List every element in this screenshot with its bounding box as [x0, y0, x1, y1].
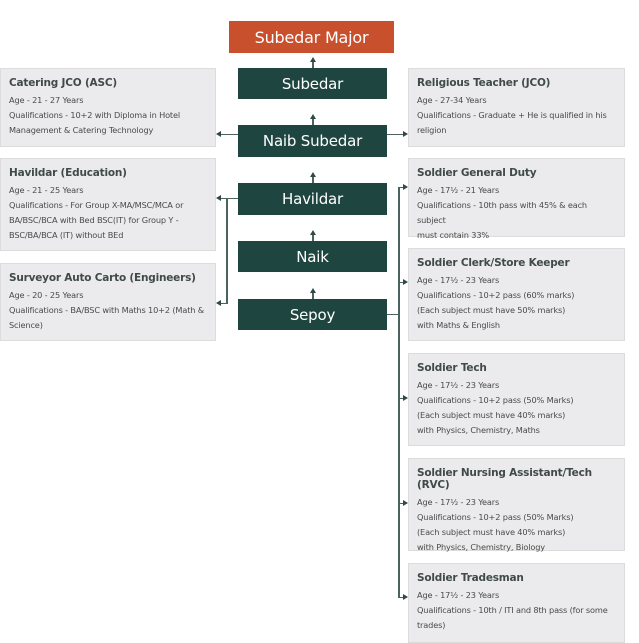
arrow-left-icon [216, 131, 221, 137]
card-qualification: must contain 33% [417, 230, 490, 240]
card-qualification: Qualifications - For Group X-MA/MSC/MCA or [9, 200, 184, 210]
card-qualification: (Each subject must have 40% marks) [417, 410, 566, 420]
card-title: Soldier General Duty [417, 167, 537, 179]
card-qualification: with Physics, Chemistry, Biology [417, 542, 545, 552]
connector-line [226, 198, 228, 304]
rank-subedar-major [229, 21, 394, 53]
card-qualification: Qualifications - 10th pass with 45% & each subject [417, 200, 587, 225]
card-soldier-tech [408, 353, 625, 446]
rank-label: Havildar [282, 190, 343, 208]
card-qualification: (Each subject must have 50% marks) [417, 305, 566, 315]
arrow-right-icon [403, 500, 408, 506]
card-qualification: trades) [417, 620, 446, 630]
card-qualification: Management & Catering Technology [9, 125, 154, 135]
card-soldier-general-duty [408, 158, 625, 240]
card-qualification: Qualifications - Graduate + He is qualified in his [417, 110, 607, 120]
card-age: Age - 17½ - 23 Years [417, 590, 500, 600]
rank-label: Sepoy [289, 305, 336, 324]
arrow-up-icon [310, 230, 316, 235]
card-qualification: Qualifications - 10+2 pass (60% marks) [417, 290, 575, 300]
card-title: Catering JCO (ASC) [9, 77, 117, 89]
connector-line [387, 134, 403, 135]
card-age: Age - 20 - 25 Years [9, 290, 84, 300]
card-religious-teacher [408, 68, 625, 147]
card-title: Havildar (Education) [9, 167, 127, 179]
card-soldier-tradesman [408, 563, 625, 643]
card-title: Soldier Clerk/Store Keeper [417, 257, 570, 269]
card-soldier-nursing-assistant [408, 458, 625, 551]
rank-naik [238, 241, 387, 272]
arrow-up-icon [310, 57, 316, 62]
rank-label: Subedar Major [254, 27, 369, 47]
arrow-left-icon [216, 300, 221, 306]
card-qualification: Qualifications - 10+2 pass (50% Marks) [417, 395, 574, 405]
card-catering-jco [0, 68, 216, 147]
arrow-up-icon [310, 114, 316, 119]
arrow-right-icon [403, 131, 408, 137]
connector-line [398, 187, 400, 598]
rank-label: Naik [296, 247, 329, 266]
card-age: Age - 27-34 Years [417, 95, 487, 105]
card-qualification: religion [417, 125, 447, 135]
card-qualification: Qualifications - 10th / ITI and 8th pass (for some [417, 605, 608, 615]
card-qualification: Qualifications - BA/BSC with Maths 10+2 (Math & [9, 305, 204, 315]
card-qualification: Science) [9, 320, 43, 330]
rank-havildar [238, 183, 387, 215]
rank-sepoy [238, 299, 387, 330]
rank-naib-subedar [238, 125, 387, 157]
card-title: Surveyor Auto Carto (Engineers) [9, 272, 196, 284]
card-age: Age - 21 - 25 Years [9, 185, 84, 195]
arrow-left-icon [216, 195, 221, 201]
card-qualification: (Each subject must have 40% marks) [417, 527, 566, 537]
card-qualification: BSC/BA/BCA (IT) without BEd [9, 230, 124, 240]
card-age: Age - 17½ - 23 Years [417, 497, 500, 507]
rank-label: Subedar [281, 74, 344, 93]
card-title: Religious Teacher (JCO) [417, 77, 551, 89]
card-age: Age - 17½ - 23 Years [417, 380, 500, 390]
rank-label: Naib Subedar [262, 132, 363, 150]
card-havildar-education [0, 158, 216, 251]
card-title: Soldier Tech [417, 362, 487, 374]
arrow-up-icon [310, 288, 316, 293]
card-age: Age - 17½ - 21 Years [417, 185, 500, 195]
rank-subedar [238, 68, 387, 99]
arrow-right-icon [403, 184, 408, 190]
connector-line [221, 198, 238, 199]
card-qualification: with Physics, Chemistry, Maths [417, 425, 540, 435]
card-qualification: BA/BSC/BCA with Bed BSC(IT) for Group Y - [9, 215, 179, 225]
card-age: Age - 21 - 27 Years [9, 95, 84, 105]
card-qualification: with Maths & English [417, 320, 500, 330]
card-title: Soldier Nursing Assistant/Tech (RVC) [417, 467, 592, 491]
arrow-right-icon [403, 279, 408, 285]
card-surveyor-auto-carto [0, 263, 216, 341]
arrow-right-icon [403, 395, 408, 401]
card-qualification: Qualifications - 10+2 with Diploma in Hotel [9, 110, 181, 120]
card-qualification: Qualifications - 10+2 pass (50% Marks) [417, 512, 574, 522]
arrow-right-icon [403, 594, 408, 600]
arrow-up-icon [310, 172, 316, 177]
card-age: Age - 17½ - 23 Years [417, 275, 500, 285]
connector-line [221, 303, 228, 304]
card-title: Soldier Tradesman [417, 572, 524, 584]
card-soldier-clerk [408, 248, 625, 341]
connector-line [221, 134, 238, 135]
